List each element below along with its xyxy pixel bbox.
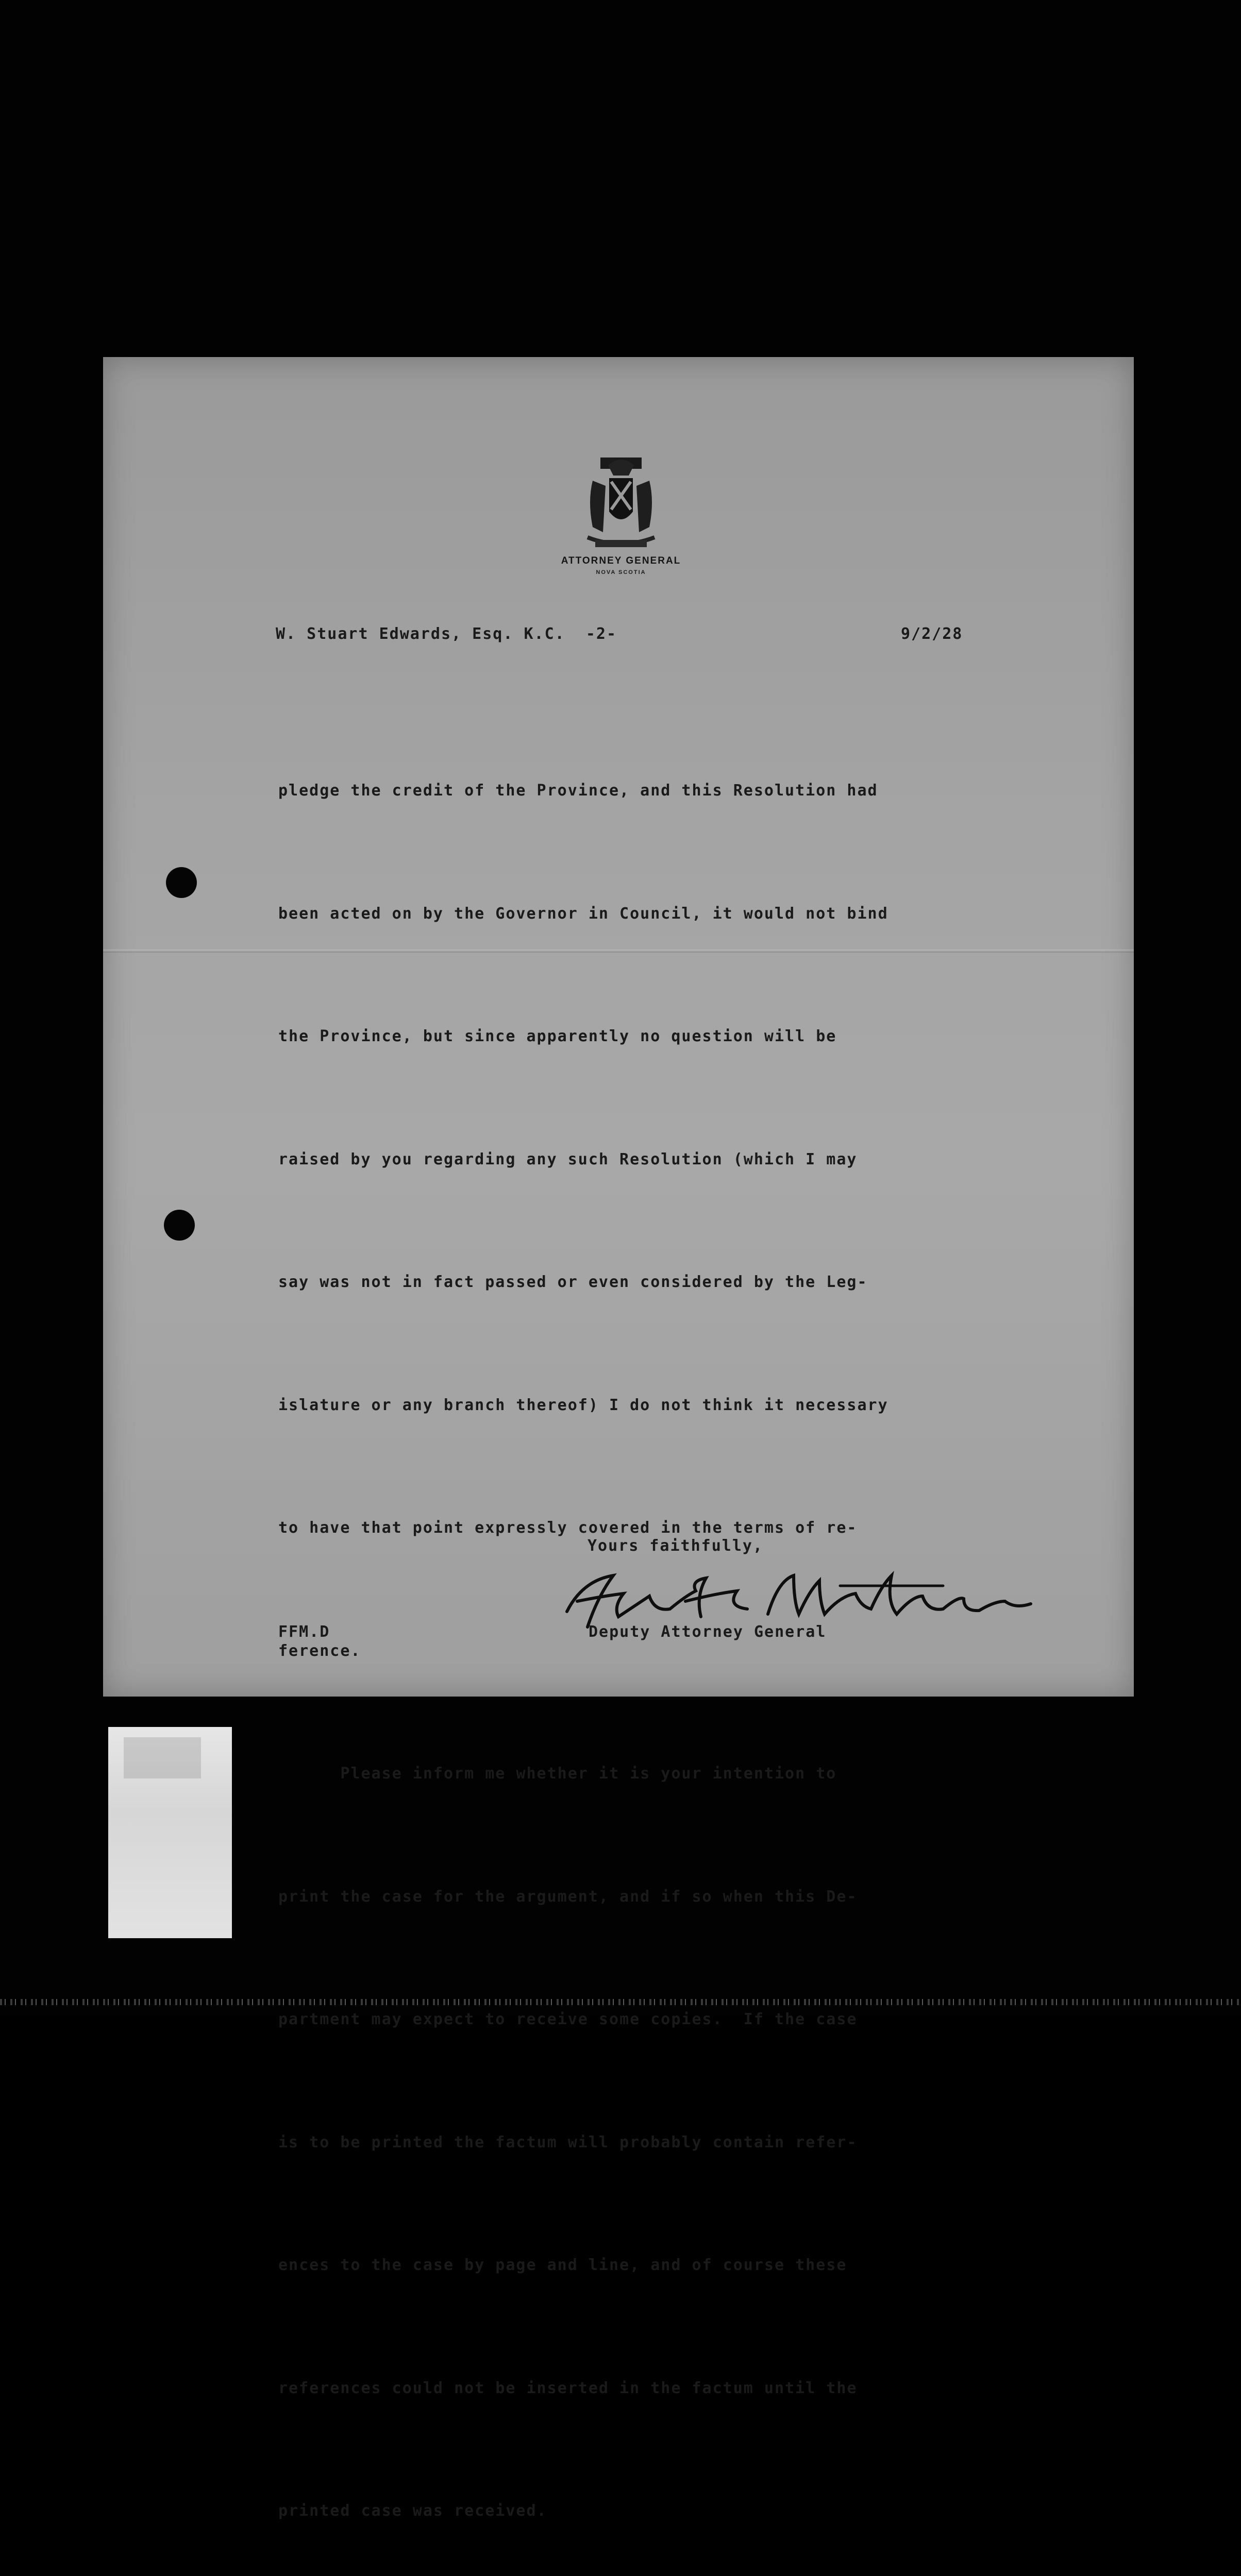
body-line: ences to the case by page and line, and of course these [278,2256,847,2274]
body-line: Please inform me whether it is your intention to [278,1765,837,1783]
body-line: ference. [278,1641,361,1660]
handwritten-signature [551,1565,1046,1632]
addressee: W. Stuart Edwards, Esq. K.C. [276,625,565,643]
body-line: pledge the credit of the Province, and this Resolution had [278,782,878,800]
film-leader-card [108,1727,232,1938]
signatory-title: Deputy Attorney General [589,1623,827,1641]
body-line: the Province, but since apparently no question will be [278,1027,837,1045]
film-edge-strip [0,1999,1241,2005]
body-line: partment may expect to receive some copies. If the case [278,2010,858,2028]
body-line: printed case was received. [278,2502,547,2520]
punch-hole-lower [164,1210,195,1241]
nova-scotia-coat-of-arms-icon [577,455,665,553]
body-line: islature or any branch thereof) I do not think it necessary [278,1396,888,1414]
typist-initials: FFM.D [278,1623,330,1641]
body-line: is to be printed the factum will probably contain refer- [278,2133,858,2151]
card-smudge [124,1737,201,1778]
body-line: say was not in fact passed or even considered by the Leg- [278,1273,868,1291]
body-line: to have that point expressly covered in the terms of re- [278,1519,858,1537]
body-line: been acted on by the Governor in Council, it would not bind [278,904,888,923]
header-addressee-page [276,625,617,643]
body-line: references could not be inserted in the factum until the [278,2379,858,2397]
body-line: print the case for the argument, and if so when this De- [278,1887,858,1906]
letter-date: 9/2/28 [901,625,963,643]
closing-salutation: Yours faithfully, [588,1537,764,1555]
letter-page [103,357,1134,2520]
page-number: -2- [585,625,617,643]
body-line: raised by you regarding any such Resolution (which I may [278,1150,858,1168]
letterhead-title: ATTORNEY GENERAL [561,555,681,566]
punch-hole-upper [166,867,197,898]
letterhead-subtitle: NOVA SCOTIA [596,569,646,575]
